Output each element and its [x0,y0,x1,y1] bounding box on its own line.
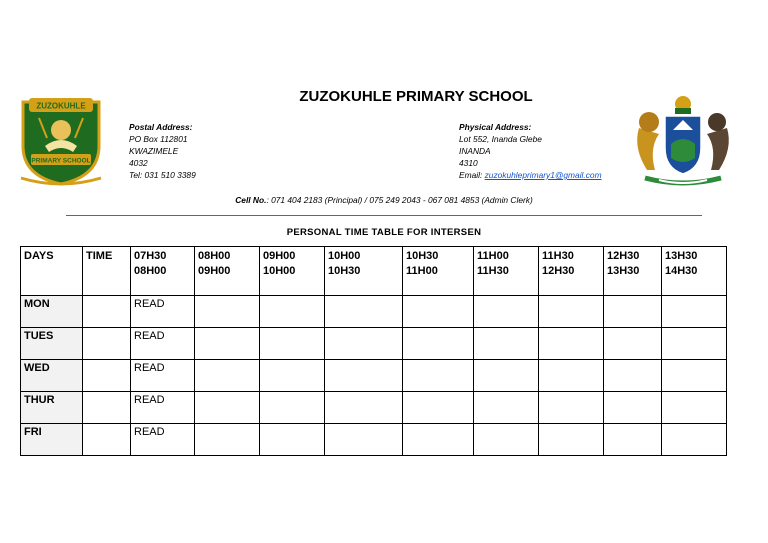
day-cell: WED [21,360,83,392]
slot-cell [604,296,662,328]
cell-numbers-line [0,195,768,205]
slot-cell: READ [131,392,195,424]
day-cell: TUES [21,328,83,360]
slot-cell [195,360,260,392]
header-time: TIME [83,247,131,296]
cell-text: : 071 404 2183 (Principal) / 075 249 2043 - 067 081 4853 (Admin Clerk) [266,195,533,205]
timetable-header-row [21,247,727,296]
day-cell: FRI [21,424,83,456]
postal-telephone: Tel: 031 510 3389 [129,170,196,180]
slot-cell [604,360,662,392]
slot-cell [260,424,325,456]
day-cell: THUR [21,392,83,424]
header-slot: 12H30 13H30 [604,247,662,296]
slot-cell [604,424,662,456]
slot-cell: READ [131,360,195,392]
postal-address-block [129,121,196,181]
physical-line: 4310 [459,158,478,168]
header-slot: 10H30 11H00 [403,247,474,296]
slot-cell [539,424,604,456]
header-slot: 11H00 11H30 [474,247,539,296]
header-slot: 10H00 10H30 [325,247,403,296]
slot-cell [539,328,604,360]
slot-cell [325,328,403,360]
slot-cell [195,328,260,360]
slot-cell [474,424,539,456]
slot-cell [403,296,474,328]
physical-line: INANDA [459,146,491,156]
header-slot: 08H00 09H00 [195,247,260,296]
slot-cell [474,360,539,392]
slot-cell [539,392,604,424]
cell-label: Cell No. [235,195,267,205]
timetable [20,246,727,456]
table-row [21,392,727,424]
time-cell [83,392,131,424]
slot-cell [260,328,325,360]
table-row [21,296,727,328]
slot-cell [260,360,325,392]
time-cell [83,296,131,328]
time-cell [83,424,131,456]
slot-cell [539,360,604,392]
school-crest-logo [17,94,105,188]
header-slot: 11H30 12H30 [539,247,604,296]
slot-cell [403,328,474,360]
slot-cell [662,296,727,328]
slot-cell: READ [131,328,195,360]
postal-line: KWAZIMELE [129,146,179,156]
slot-cell [403,360,474,392]
time-cell [83,360,131,392]
slot-cell [403,392,474,424]
slot-cell [662,360,727,392]
slot-cell [662,328,727,360]
slot-cell [474,392,539,424]
slot-cell [474,296,539,328]
table-row [21,328,727,360]
email-line [459,169,602,181]
slot-cell [195,424,260,456]
physical-address-label: Physical Address: [459,122,532,132]
slot-cell [195,296,260,328]
header-slot: 09H00 10H00 [260,247,325,296]
table-row [21,360,727,392]
slot-cell [325,392,403,424]
slot-cell [403,424,474,456]
timetable-title: PERSONAL TIME TABLE FOR INTERSEN [286,227,482,238]
slot-cell [195,392,260,424]
school-name-title: ZUZOKUHLE PRIMARY SCHOOL [299,88,533,105]
header-days: DAYS [21,247,83,296]
email-label: Email: [459,170,483,180]
postal-line: PO Box 112801 [129,134,188,144]
header-slot: 07H30 08H00 [131,247,195,296]
slot-cell [325,360,403,392]
slot-cell [604,392,662,424]
physical-address-block [459,121,602,181]
slot-cell [325,296,403,328]
slot-cell [260,392,325,424]
header-divider [66,215,702,216]
slot-cell [260,296,325,328]
slot-cell [662,424,727,456]
crest-top-text: ZUZOKUHLE [36,101,86,111]
slot-cell [325,424,403,456]
slot-cell [474,328,539,360]
slot-cell: READ [131,296,195,328]
header-slot: 13H30 14H30 [662,247,727,296]
day-cell: MON [21,296,83,328]
slot-cell [662,392,727,424]
postal-line: 4032 [129,158,148,168]
slot-cell [539,296,604,328]
slot-cell [604,328,662,360]
table-row [21,424,727,456]
time-cell [83,328,131,360]
postal-address-label: Postal Address: [129,122,193,132]
email-link[interactable]: zuzokuhleprimary1@gmail.com [484,170,602,180]
physical-line: Lot 552, Inanda Glebe [459,134,542,144]
crest-bottom-text: PRIMARY SCHOOL [31,157,91,165]
slot-cell: READ [131,424,195,456]
